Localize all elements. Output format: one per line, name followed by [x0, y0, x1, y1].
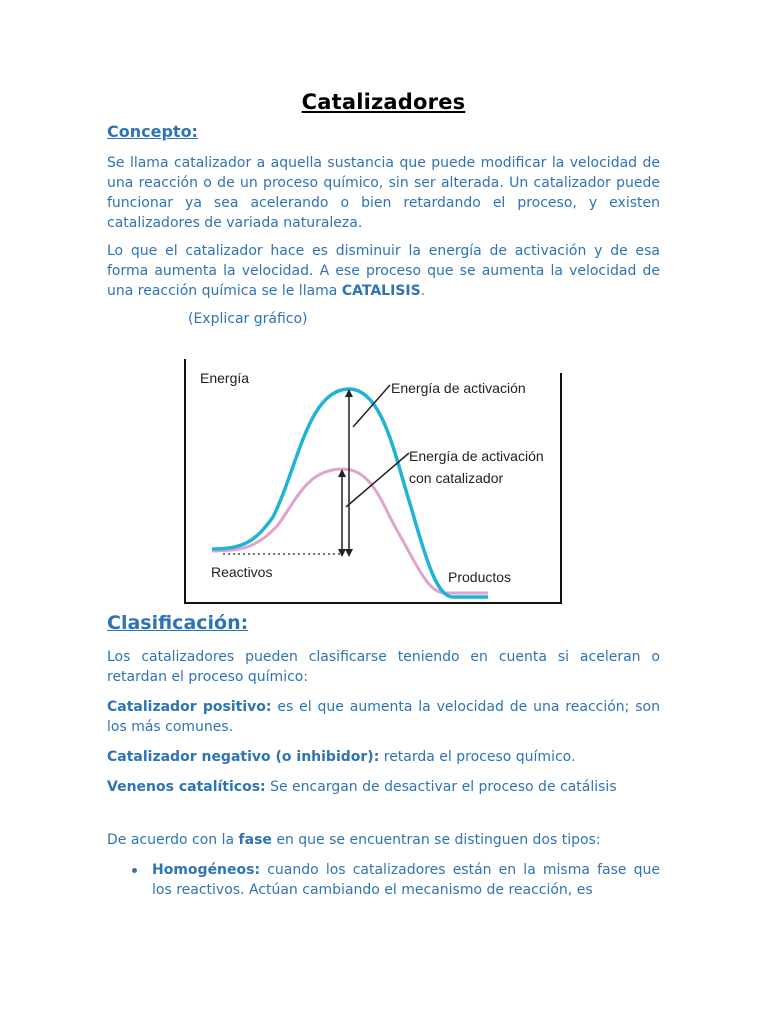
negative-catalyst-term: Catalizador negativo (o inhibidor): — [107, 749, 380, 765]
reactants-label: Reactivos — [211, 564, 273, 580]
phase-type-list — [107, 860, 660, 900]
catalyzed-leader-line — [346, 453, 409, 507]
positive-catalyst-item — [107, 697, 660, 737]
catalytic-poisons-text: Se encargan de desactivar el proceso de catálisis — [265, 779, 617, 795]
fase-text-before: De acuerdo con la — [107, 832, 239, 848]
page-title: Catalizadores — [301, 90, 466, 114]
document-page — [107, 90, 660, 900]
catalytic-poisons-term: Venenos catalíticos: — [107, 779, 266, 795]
catalytic-poisons-item — [107, 777, 660, 797]
negative-catalyst-item — [107, 747, 660, 767]
energy-axis-label: Energía — [200, 370, 250, 386]
graph-note: (Explicar gráfico) — [188, 311, 308, 327]
fase-paragraph — [107, 830, 660, 850]
positive-catalyst-text: es el que aumenta la velocidad de una reacción; son los más comunes. — [107, 699, 660, 735]
concepto-paragraph-1: Se llama catalizador a aquella sustancia que puede modificar la velocidad de una reacción o de un proceso químico, sin ser alterada. Un catalizador puede funcionar ya sea acelerando o bien retardando el proceso, y existen catalizadores de variada naturaleza. — [107, 155, 660, 231]
fase-text-after: en que se encuentran se distinguen dos tipos: — [271, 832, 601, 848]
bullet-icon — [132, 868, 137, 873]
homogeneous-text: cuando los catalizadores están en la misma fase que los reactivos. Actúan cambiando el mecanismo de reacción, es — [152, 862, 660, 898]
fase-term: fase — [238, 832, 272, 848]
homogeneous-term: Homogéneos: — [152, 862, 261, 878]
catalyzed-label-line-1: Energía de activación — [409, 448, 544, 464]
activation-energy-label: Energía de activación — [391, 380, 526, 396]
catalyzed-label-line-2: con catalizador — [409, 470, 504, 486]
clasificacion-intro: Los catalizadores pueden clasificarse teniendo en cuenta si aceleran o retardan el proceso químico: — [107, 649, 660, 685]
concepto-paragraph-2 — [107, 241, 660, 301]
energy-diagram-svg — [183, 357, 562, 604]
list-item — [107, 860, 660, 900]
clasificacion-heading: Clasificación: — [107, 612, 249, 634]
catalisis-term: CATALISIS — [341, 283, 421, 299]
positive-catalyst-term: Catalizador positivo: — [107, 699, 272, 715]
energy-diagram — [183, 357, 562, 604]
paragraph-2-end: . — [420, 283, 426, 299]
paragraph-2-text: Lo que el catalizador hace es disminuir la energía de activación y de esa forma aumenta la velocidad. A ese proceso que se aumenta la velocidad de una reacción química se le llama — [107, 243, 660, 299]
concepto-heading: Concepto: — [107, 122, 198, 141]
products-label: Productos — [448, 569, 512, 585]
negative-catalyst-text: retarda el proceso químico. — [379, 749, 576, 765]
